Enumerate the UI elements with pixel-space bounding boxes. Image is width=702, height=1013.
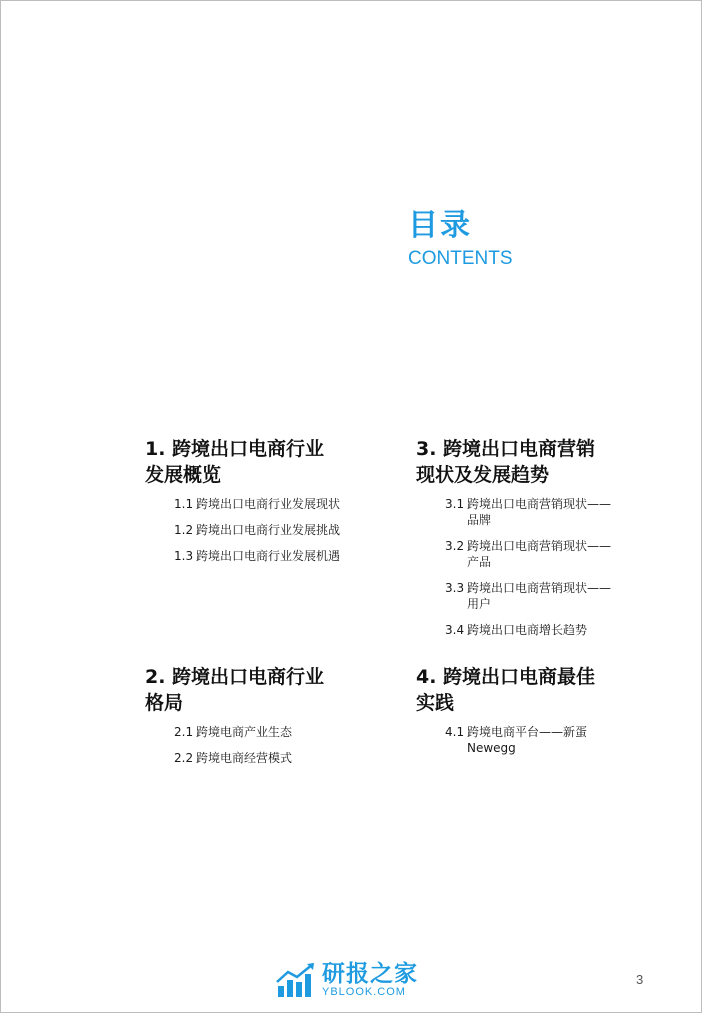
item-text: 跨境出口电商行业发展现状 bbox=[196, 497, 341, 511]
page-number: 3 bbox=[636, 972, 644, 987]
toc-item-3-3[interactable] bbox=[445, 580, 646, 612]
item-text: 跨境电商产业生态 bbox=[196, 725, 293, 739]
item-number: 1.1 bbox=[174, 497, 194, 511]
item-text: 跨境出口电商营销现状—— 用户 bbox=[467, 581, 612, 611]
item-number: 3.1 bbox=[445, 497, 465, 511]
toc-item-3-1[interactable] bbox=[445, 496, 646, 528]
item-number: 3.4 bbox=[445, 623, 465, 637]
item-number: 3.2 bbox=[445, 539, 465, 553]
item-number: 4.1 bbox=[445, 725, 465, 739]
item-text: 跨境出口电商营销现状—— 产品 bbox=[467, 539, 612, 569]
toc-title: 目录 bbox=[408, 208, 472, 243]
toc-section-1 bbox=[145, 436, 375, 574]
toc-item-1-1[interactable] bbox=[174, 496, 375, 512]
toc-item-4-1[interactable] bbox=[445, 724, 646, 756]
toc-item-1-3[interactable] bbox=[174, 548, 375, 564]
logo-name-cn: 研报之家 bbox=[322, 961, 418, 987]
toc-subtitle: CONTENTS bbox=[408, 248, 513, 269]
toc-item-2-1[interactable] bbox=[174, 724, 375, 740]
item-number: 3.3 bbox=[445, 581, 465, 595]
item-text: 跨境出口电商行业发展挑战 bbox=[196, 523, 341, 537]
item-text: 跨境出口电商增长趋势 bbox=[467, 623, 588, 637]
item-text: 跨境出口电商行业发展机遇 bbox=[196, 549, 341, 563]
toc-item-1-2[interactable] bbox=[174, 522, 375, 538]
item-text: 跨境电商平台——新蛋 Newegg bbox=[467, 725, 588, 755]
logo-name-en: YBLOOK.COM bbox=[322, 986, 406, 998]
item-text: 跨境出口电商营销现状—— 品牌 bbox=[467, 497, 612, 527]
toc-item-3-4[interactable] bbox=[445, 622, 646, 638]
section-heading: 2. 跨境出口电商行业 格局 bbox=[145, 666, 325, 714]
bar-chart-logo-icon bbox=[276, 962, 316, 998]
item-number: 1.2 bbox=[174, 523, 194, 537]
item-number: 1.3 bbox=[174, 549, 194, 563]
toc-section-3 bbox=[416, 436, 646, 648]
toc-section-2 bbox=[145, 664, 375, 776]
item-text: 跨境电商经营模式 bbox=[196, 751, 293, 765]
section-heading: 4. 跨境出口电商最佳 实践 bbox=[416, 666, 596, 714]
toc-section-4 bbox=[416, 664, 646, 766]
site-logo[interactable] bbox=[276, 962, 418, 998]
section-heading: 1. 跨境出口电商行业 发展概览 bbox=[145, 438, 325, 486]
toc-item-3-2[interactable] bbox=[445, 538, 646, 570]
item-number: 2.1 bbox=[174, 725, 194, 739]
item-number: 2.2 bbox=[174, 751, 194, 765]
section-heading: 3. 跨境出口电商营销 现状及发展趋势 bbox=[416, 438, 596, 486]
toc-item-2-2[interactable] bbox=[174, 750, 375, 766]
